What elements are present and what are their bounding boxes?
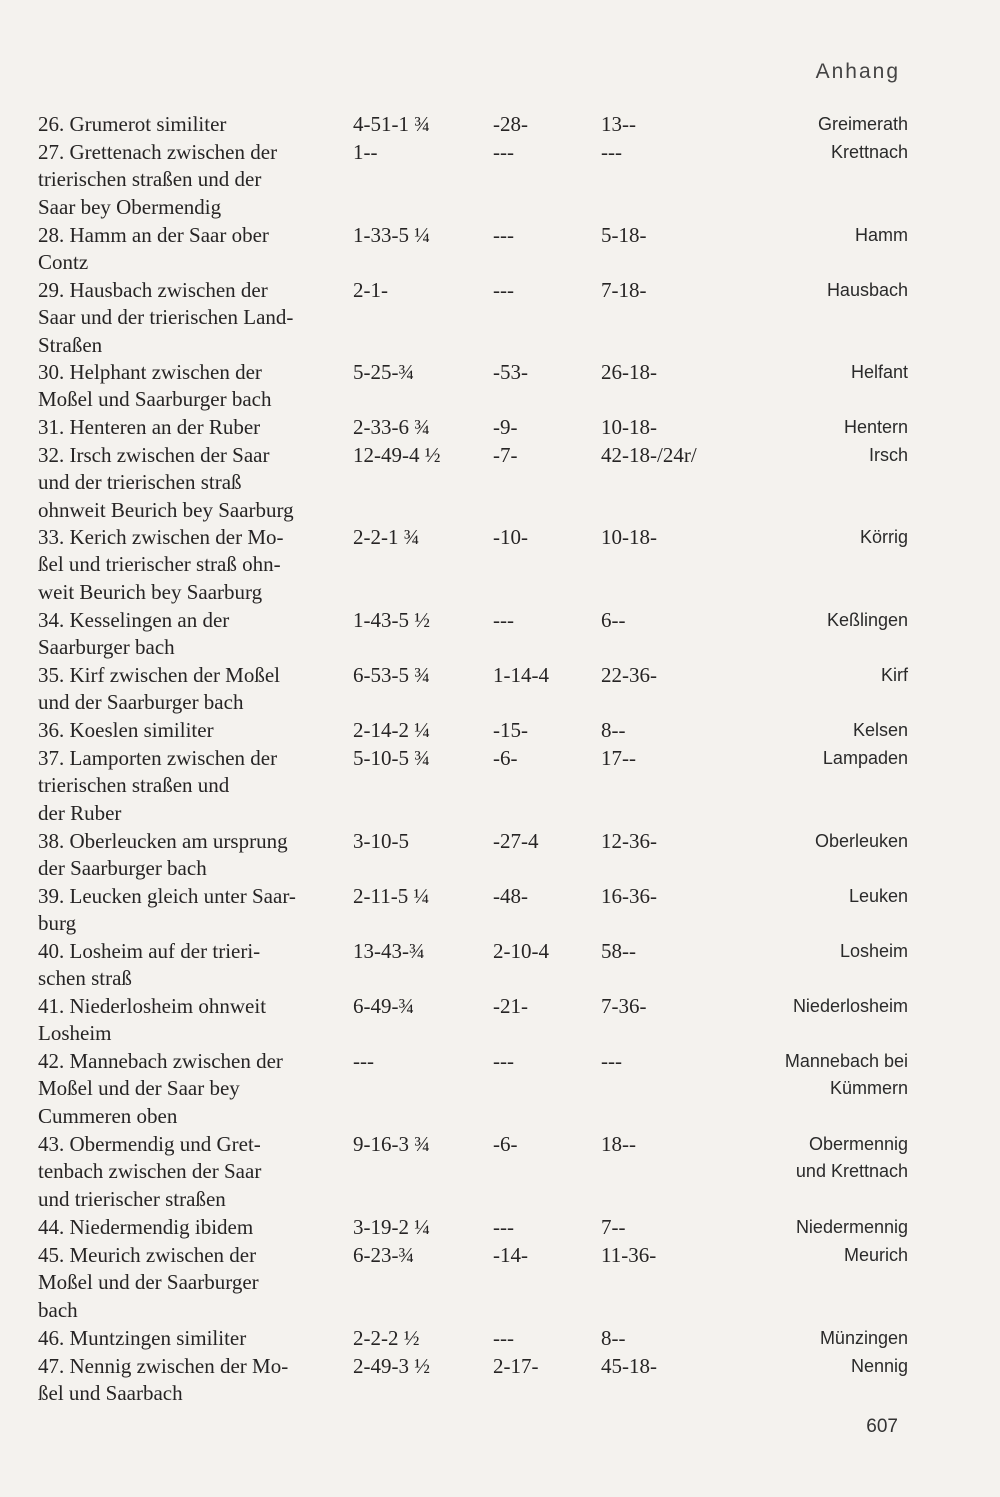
- place-name-line: Moßel und Saarburger bach: [38, 387, 272, 412]
- value-col-3: 11-36-: [601, 1243, 657, 1267]
- value-col-1: 1--: [353, 140, 378, 164]
- place-name: [38, 1048, 338, 1130]
- value-col-1: 2-2-2 ½: [353, 1326, 420, 1350]
- value-col-1: 2-14-2 ¼: [353, 718, 430, 742]
- modern-name-line: Meurich: [843, 1245, 908, 1265]
- place-name: [38, 277, 338, 359]
- modern-name: [748, 524, 908, 551]
- value-col-2: ---: [493, 1049, 514, 1073]
- place-name: [38, 1242, 338, 1324]
- place-name-line: 36. Koeslen similiter: [38, 718, 214, 742]
- value-col-1: 12-49-4 ½: [353, 443, 441, 467]
- place-name: [38, 111, 338, 138]
- value-col-3: 42-18-/24r/: [601, 443, 697, 467]
- modern-name: [748, 883, 908, 910]
- modern-name-line: Hamm: [855, 225, 908, 245]
- modern-name-line: Kelsen: [852, 720, 908, 740]
- value-col-2: ---: [493, 1215, 514, 1239]
- modern-name: [748, 607, 908, 634]
- modern-name: [748, 222, 908, 249]
- value-col-3: ---: [601, 1049, 622, 1073]
- modern-name-line: Nennig: [850, 1356, 908, 1376]
- value-col-2: ---: [493, 1326, 514, 1350]
- place-name: [38, 607, 338, 662]
- value-col-3: 10-18-: [601, 525, 657, 549]
- value-col-2: -27-4: [493, 829, 539, 853]
- modern-name-line: Kirf: [881, 665, 908, 685]
- place-name-line: und trierischer straßen: [38, 1186, 226, 1211]
- value-col-3: 7--: [601, 1215, 626, 1239]
- place-name-line: trierischen straßen und: [38, 773, 230, 798]
- value-col-2: 2-10-4: [493, 939, 549, 963]
- modern-name-line: Obermennig: [808, 1134, 908, 1154]
- place-name: [38, 993, 338, 1048]
- value-col-2: -28-: [493, 112, 528, 136]
- modern-name-line: Losheim: [839, 941, 908, 961]
- value-col-3: 6--: [601, 608, 626, 632]
- value-col-2: -21-: [493, 994, 528, 1018]
- place-name-line: Cummeren oben: [38, 1103, 178, 1128]
- value-col-2: -15-: [493, 718, 528, 742]
- value-col-3: ---: [601, 140, 622, 164]
- value-col-2: ---: [493, 140, 514, 164]
- place-name: [38, 717, 338, 744]
- place-name: [38, 359, 338, 414]
- place-name-line: 33. Kerich zwischen der Mo-: [38, 525, 284, 549]
- modern-name: [748, 993, 908, 1020]
- place-name-line: 42. Mannebach zwischen der: [38, 1049, 283, 1073]
- modern-name: [748, 1325, 908, 1352]
- place-name-line: und der Saarburger bach: [38, 690, 244, 715]
- place-name-line: burg: [38, 911, 77, 936]
- modern-name: [748, 938, 908, 965]
- place-name-line: 35. Kirf zwischen der Moßel: [38, 663, 281, 687]
- value-col-1: 6-53-5 ¾: [353, 663, 430, 687]
- value-col-3: 8--: [601, 718, 626, 742]
- value-col-2: 1-14-4: [493, 663, 549, 687]
- place-name: [38, 745, 338, 827]
- value-col-1: 2-11-5 ¼: [353, 884, 430, 908]
- value-col-2: 2-17-: [493, 1354, 539, 1378]
- place-name-line: Saar bey Obermendig: [38, 194, 222, 219]
- place-name-line: 37. Lamporten zwischen der: [38, 746, 278, 770]
- place-name: [38, 1214, 338, 1241]
- place-name: [38, 1325, 338, 1352]
- modern-name-line: Irsch: [868, 445, 908, 465]
- value-col-3: 10-18-: [601, 415, 657, 439]
- value-col-1: 5-10-5 ¾: [353, 746, 430, 770]
- place-name-line: der Saarburger bach: [38, 856, 207, 881]
- value-col-1: 2-49-3 ½: [353, 1354, 430, 1378]
- value-col-2: -6-: [493, 1132, 518, 1156]
- place-name-line: und der trierischen straß: [38, 470, 242, 495]
- running-header: Anhang: [815, 60, 900, 83]
- place-name-line: 38. Oberleucken am ursprung: [38, 829, 288, 853]
- modern-name: [748, 139, 908, 166]
- place-name-line: 44. Niedermendig ibidem: [38, 1215, 254, 1239]
- value-col-3: 26-18-: [601, 360, 657, 384]
- place-name: [38, 1131, 338, 1213]
- value-col-1: 3-19-2 ¼: [353, 1215, 430, 1239]
- value-col-2: -53-: [493, 360, 528, 384]
- place-name-line: 41. Niederlosheim ohnweit: [38, 994, 267, 1018]
- place-name-line: 39. Leucken gleich unter Saar-: [38, 884, 296, 908]
- place-name-line: 40. Losheim auf der trieri-: [38, 939, 261, 963]
- modern-name-line: Greimerath: [817, 114, 908, 134]
- place-name-line: Moßel und der Saarburger: [38, 1270, 259, 1295]
- value-col-3: 18--: [601, 1132, 636, 1156]
- value-col-3: 12-36-: [601, 829, 657, 853]
- place-name-line: tenbach zwischen der Saar: [38, 1159, 262, 1184]
- value-col-3: 16-36-: [601, 884, 657, 908]
- value-col-1: 13-43-¾: [353, 939, 425, 963]
- value-col-1: ---: [353, 1049, 374, 1073]
- place-name-line: weit Beurich bey Saarburg: [38, 579, 263, 604]
- place-name-line: ßel und Saarbach: [38, 1381, 183, 1406]
- value-col-3: 7-18-: [601, 278, 647, 302]
- modern-name: [748, 745, 908, 772]
- value-col-1: 3-10-5: [353, 829, 409, 853]
- value-col-3: 58--: [601, 939, 636, 963]
- value-col-3: 8--: [601, 1326, 626, 1350]
- place-name: [38, 883, 338, 938]
- place-name-line: Saar und der trierischen Land-: [38, 305, 294, 330]
- place-name-line: 45. Meurich zwischen der: [38, 1243, 257, 1267]
- value-col-3: 22-36-: [601, 663, 657, 687]
- modern-name-line: Hentern: [843, 417, 908, 437]
- place-name-line: 29. Hausbach zwischen der: [38, 278, 268, 302]
- value-col-2: -10-: [493, 525, 528, 549]
- modern-name: [748, 1048, 908, 1102]
- modern-name-line: Mannebach bei: [784, 1051, 908, 1071]
- modern-name-line: Helfant: [850, 362, 908, 382]
- place-name-line: 28. Hamm an der Saar ober: [38, 223, 269, 247]
- modern-name: [748, 717, 908, 744]
- modern-name: [748, 1242, 908, 1269]
- place-name-line: ßel und trierischer straß ohn-: [38, 552, 281, 577]
- modern-name-line: Lampaden: [822, 748, 908, 768]
- modern-name-line: Kümmern: [829, 1078, 908, 1098]
- place-name-line: 47. Nennig zwischen der Mo-: [38, 1354, 289, 1378]
- modern-name-line: Niederlosheim: [792, 996, 908, 1016]
- place-name: [38, 938, 338, 993]
- modern-name-line: Niedermennig: [795, 1217, 908, 1237]
- modern-name-line: Leuken: [848, 886, 908, 906]
- value-col-1: 2-2-1 ¾: [353, 525, 420, 549]
- modern-name: [748, 277, 908, 304]
- place-name-line: 43. Obermendig und Gret-: [38, 1132, 261, 1156]
- modern-name-line: und Krettnach: [795, 1161, 908, 1181]
- value-col-3: 45-18-: [601, 1354, 657, 1378]
- value-col-3: 13--: [601, 112, 636, 136]
- modern-name: [748, 1353, 908, 1380]
- value-col-1: 1-43-5 ½: [353, 608, 430, 632]
- place-name-line: Moßel und der Saar bey: [38, 1076, 240, 1101]
- value-col-3: 17--: [601, 746, 636, 770]
- place-name-line: ohnweit Beurich bey Saarburg: [38, 497, 294, 522]
- value-col-1: 5-25-¾: [353, 360, 415, 384]
- place-name: [38, 139, 338, 221]
- modern-name: [748, 111, 908, 138]
- place-name: [38, 828, 338, 883]
- place-name-line: Contz: [38, 250, 89, 275]
- value-col-1: 6-49-¾: [353, 994, 415, 1018]
- value-col-1: 2-33-6 ¾: [353, 415, 430, 439]
- value-col-2: -48-: [493, 884, 528, 908]
- modern-name-line: Hausbach: [826, 280, 908, 300]
- value-col-2: -9-: [493, 415, 518, 439]
- modern-name-line: Körrig: [859, 527, 908, 547]
- place-name-line: schen straß: [38, 966, 132, 991]
- value-col-1: 9-16-3 ¾: [353, 1132, 430, 1156]
- modern-name: [748, 414, 908, 441]
- value-col-2: ---: [493, 223, 514, 247]
- place-name-line: 32. Irsch zwischen der Saar: [38, 443, 270, 467]
- place-name-line: Straßen: [38, 332, 103, 357]
- value-col-1: 4-51-1 ¾: [353, 112, 430, 136]
- place-name-line: der Ruber: [38, 800, 122, 825]
- value-col-3: 7-36-: [601, 994, 647, 1018]
- value-col-2: ---: [493, 278, 514, 302]
- place-name-line: 30. Helphant zwischen der: [38, 360, 262, 384]
- modern-name-line: Münzingen: [819, 1328, 908, 1348]
- place-name: [38, 1353, 338, 1408]
- value-col-1: 2-1-: [353, 278, 388, 302]
- value-col-1: 6-23-¾: [353, 1243, 415, 1267]
- place-name-line: 26. Grumerot similiter: [38, 112, 227, 136]
- modern-name: [748, 442, 908, 469]
- value-col-2: -14-: [493, 1243, 528, 1267]
- modern-name: [748, 828, 908, 855]
- place-name: [38, 222, 338, 277]
- value-col-1: 1-33-5 ¼: [353, 223, 430, 247]
- place-name-line: bach: [38, 1297, 78, 1322]
- value-col-3: 5-18-: [601, 223, 647, 247]
- modern-name: [748, 1214, 908, 1241]
- modern-name: [748, 359, 908, 386]
- modern-name: [748, 1131, 908, 1185]
- place-name-line: 34. Kesselingen an der: [38, 608, 230, 632]
- place-name-line: trierischen straßen und der: [38, 167, 262, 192]
- place-name-line: Saarburger bach: [38, 635, 175, 660]
- modern-name: [748, 662, 908, 689]
- place-name-line: 31. Henteren an der Ruber: [38, 415, 261, 439]
- value-col-2: -7-: [493, 443, 518, 467]
- place-name: [38, 442, 338, 524]
- value-col-2: -6-: [493, 746, 518, 770]
- modern-name-line: Oberleuken: [814, 831, 908, 851]
- place-name-line: 46. Muntzingen similiter: [38, 1326, 247, 1350]
- place-name-line: Losheim: [38, 1021, 112, 1046]
- place-name: [38, 524, 338, 606]
- place-name: [38, 662, 338, 717]
- value-col-2: ---: [493, 608, 514, 632]
- page-number: 607: [866, 1416, 898, 1437]
- place-name-line: 27. Grettenach zwischen der: [38, 140, 278, 164]
- modern-name-line: Keßlingen: [826, 610, 908, 630]
- place-name: [38, 414, 338, 441]
- modern-name-line: Krettnach: [830, 142, 908, 162]
